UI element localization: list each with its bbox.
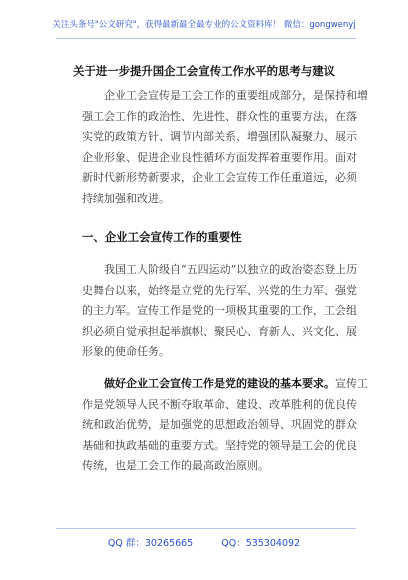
footer-contact [0,535,408,549]
paragraph-line: 企业形象、促进企业良性循环方面发挥着重要作用。面对 [82,150,357,164]
section-paragraph [82,260,358,363]
paragraph-line: 基础和执政基础的重要方式。坚持党的领导是工会的优良 [82,438,357,452]
paragraph-line: 持续加强和改进。 [82,191,170,205]
paragraph-line: 形象的使命任务。 [82,345,170,358]
paragraph-line: 强工会工作的政治性、先进性、群众性的重要方法，在落 [82,109,357,123]
point-paragraph [82,374,368,477]
document-title: 关于进一步提升国企工会宣传工作水平的思考与建议 [73,64,335,78]
paragraph-line: 织必须自觉承担起举旗帜、聚民心、育新人、兴文化、展 [82,324,357,338]
section-heading: 一、企业工会宣传工作的重要性 [82,230,242,244]
paragraph-line: 的主力军。宣传工作是党的一项极其重要的工作，工会组 [82,304,357,317]
header-divider [56,38,356,39]
qq-text: QQ：535304092 [221,538,301,549]
paragraph-line: 作是党领导人民不断夺取革命、建设、改革胜利的优良传 [82,397,357,411]
paragraph-line: 新时代新形势新要求，企业工会宣传工作任重道远，必须 [82,171,357,184]
paragraph-line: 史舞台以来，始终是立党的先行军、兴党的生力军、强党 [82,283,357,297]
paragraph-line: 传统，也是工会工作的最高政治原则。 [82,459,269,472]
point-lead-rest: 宣传工 [335,377,368,390]
paragraph-line: 我国工人阶级自“五四运动”以独立的政治姿态登上历 [104,263,358,276]
point-lead: 做好企业工会宣传工作是党的建设的基本要求。 [104,377,335,390]
paragraph-line: 企业工会宣传是工会工作的重要组成部分，是保持和增 [104,89,368,102]
paragraph-line: 实党的政策方针、调节内部关系、增强团队凝聚力、展示 [82,130,357,143]
intro-paragraph [82,86,368,209]
paragraph-line: 统和政治优势，是加强党的思想政治领导、巩固党的群众 [82,418,357,431]
header-banner: 关注头条号"公文研究"，获得最新最全最专业的公文资料库！ 微信：gongwenyj [52,20,356,30]
paragraph-line [82,374,368,395]
qq-group-text: QQ 群：30265665 [107,538,194,549]
footer-divider [56,528,356,529]
